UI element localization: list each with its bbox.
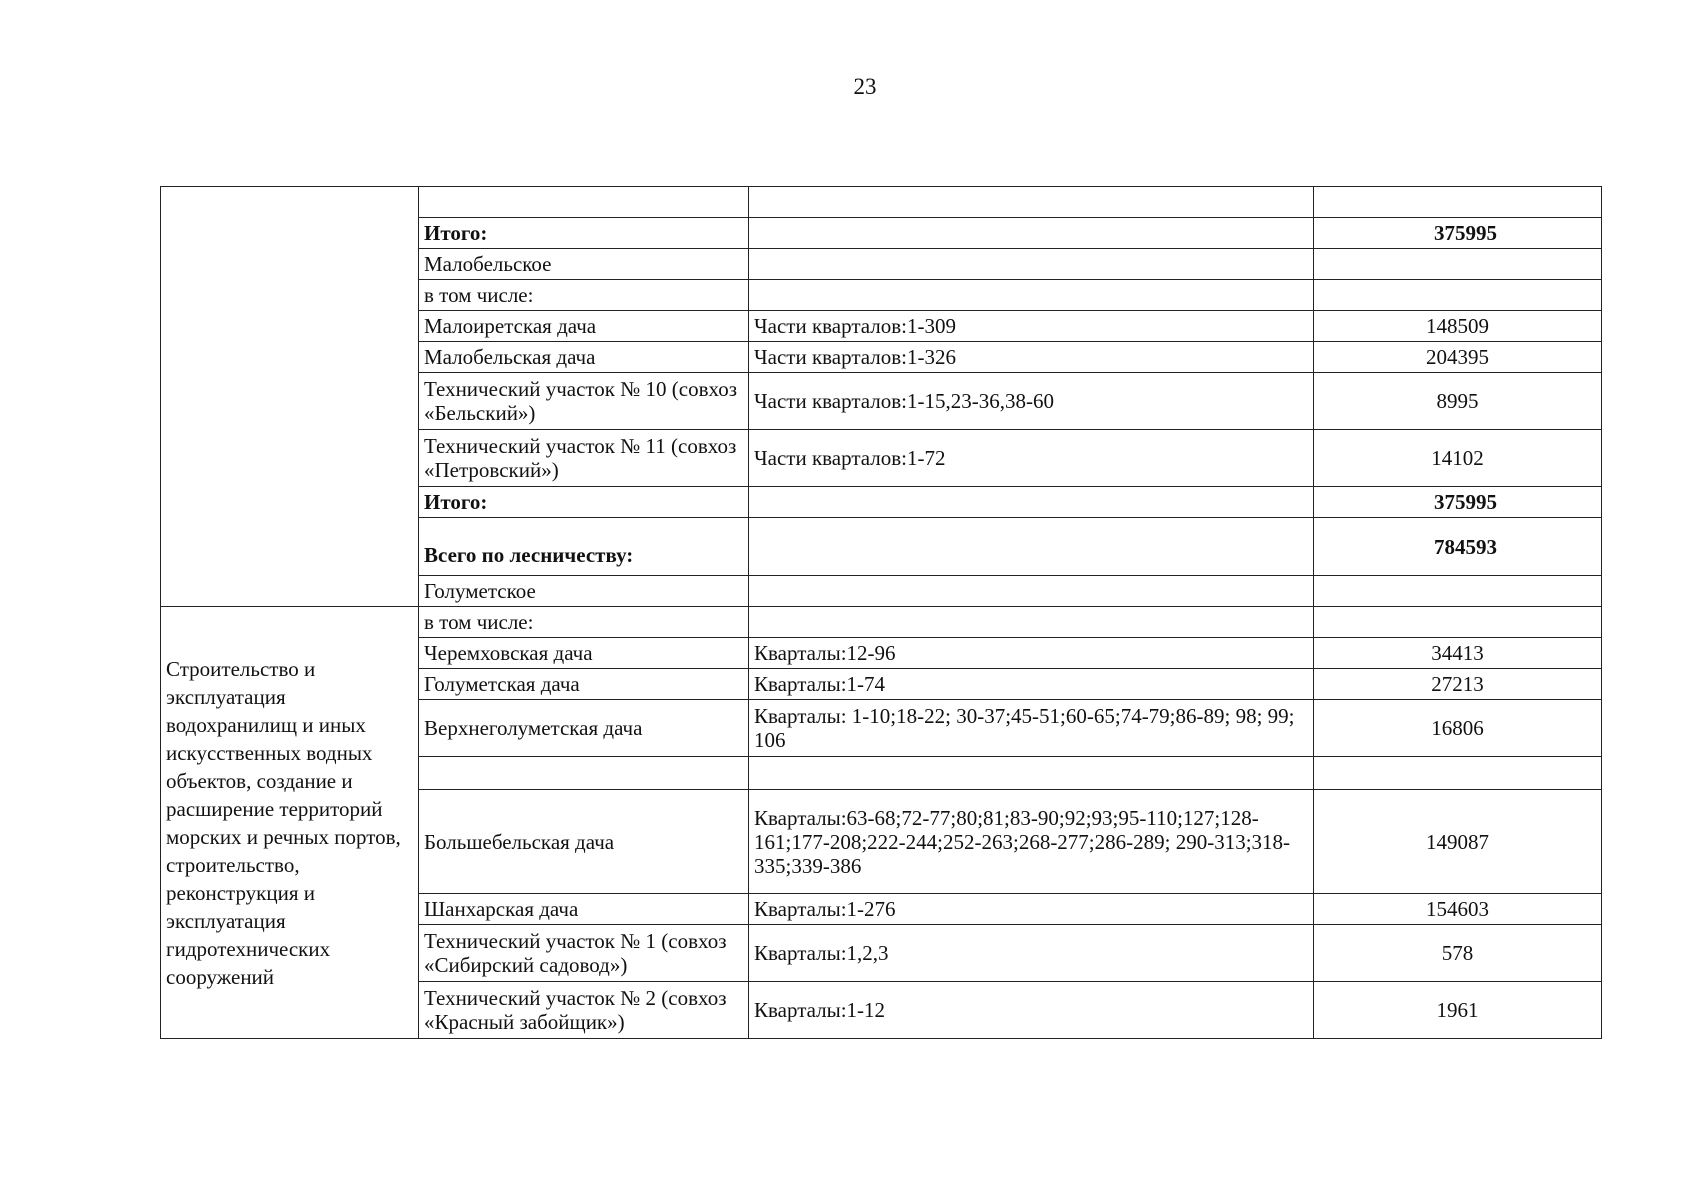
table-row xyxy=(161,607,1602,638)
area-cell: 375995 xyxy=(1314,487,1602,518)
area-cell: 34413 xyxy=(1314,638,1602,669)
name-cell xyxy=(419,187,749,218)
name-cell: Технический участок № 1 (совхоз «Сибирский садовод») xyxy=(419,925,749,982)
area-cell xyxy=(1314,249,1602,280)
name-cell xyxy=(419,757,749,790)
area-cell xyxy=(1314,576,1602,607)
area-cell: 1961 xyxy=(1314,982,1602,1039)
area-cell xyxy=(1314,607,1602,638)
parts-cell xyxy=(749,576,1314,607)
parts-cell xyxy=(749,518,1314,576)
area-cell: 8995 xyxy=(1314,373,1602,430)
area-cell: 14102 xyxy=(1314,430,1602,487)
area-cell: 148509 xyxy=(1314,311,1602,342)
parts-cell: Кварталы:1,2,3 xyxy=(749,925,1314,982)
parts-cell: Кварталы: 1-10;18-22; 30-37;45-51;60-65;74-79;86-89; 98; 99; 106 xyxy=(749,700,1314,757)
name-cell: Технический участок № 2 (совхоз «Красный забойщик») xyxy=(419,982,749,1039)
name-cell: Малобельское xyxy=(419,249,749,280)
parts-cell xyxy=(749,249,1314,280)
name-cell: Голуметская дача xyxy=(419,669,749,700)
parts-cell xyxy=(749,757,1314,790)
name-cell: Всего по лесничеству: xyxy=(419,518,749,576)
name-cell: Технический участок № 10 (совхоз «Бельский») xyxy=(419,373,749,430)
area-cell: 16806 xyxy=(1314,700,1602,757)
area-cell: 204395 xyxy=(1314,342,1602,373)
name-cell: Технический участок № 11 (совхоз «Петровский») xyxy=(419,430,749,487)
parts-cell: Части кварталов:1-72 xyxy=(749,430,1314,487)
name-cell: Итого: xyxy=(419,487,749,518)
table-row xyxy=(161,187,1602,218)
name-cell: Малоиретская дача xyxy=(419,311,749,342)
parts-cell: Кварталы:1-12 xyxy=(749,982,1314,1039)
parts-cell xyxy=(749,280,1314,311)
parts-cell xyxy=(749,187,1314,218)
page-number: 23 xyxy=(853,74,877,99)
parts-cell xyxy=(749,607,1314,638)
empty-purpose-cell xyxy=(161,187,419,607)
area-cell xyxy=(1314,280,1602,311)
parts-cell: Кварталы:1-276 xyxy=(749,894,1314,925)
parts-cell: Кварталы:1-74 xyxy=(749,669,1314,700)
parts-cell: Части кварталов:1-326 xyxy=(749,342,1314,373)
parts-cell: Кварталы:63-68;72-77;80;81;83-90;92;93;95-110;127;128-161;177-208;222-244;252-263;268-277;286-289; 290-313;318-335;339-386 xyxy=(749,790,1314,894)
area-cell: 154603 xyxy=(1314,894,1602,925)
area-cell xyxy=(1314,757,1602,790)
parts-cell xyxy=(749,218,1314,249)
name-cell: Верхнеголуметская дача xyxy=(419,700,749,757)
area-cell xyxy=(1314,187,1602,218)
name-cell: Голуметское xyxy=(419,576,749,607)
name-cell: Большебельская дача xyxy=(419,790,749,894)
parts-cell: Кварталы:12-96 xyxy=(749,638,1314,669)
name-cell: Итого: xyxy=(419,218,749,249)
parts-cell xyxy=(749,487,1314,518)
area-cell: 149087 xyxy=(1314,790,1602,894)
name-cell: в том числе: xyxy=(419,280,749,311)
forest-quarters-table xyxy=(160,186,1602,1039)
area-cell: 27213 xyxy=(1314,669,1602,700)
name-cell: Шанхарская дача xyxy=(419,894,749,925)
parts-cell: Части кварталов:1-15,23-36,38-60 xyxy=(749,373,1314,430)
name-cell: Малобельская дача xyxy=(419,342,749,373)
parts-cell: Части кварталов:1-309 xyxy=(749,311,1314,342)
area-cell: 375995 xyxy=(1314,218,1602,249)
area-cell: 784593 xyxy=(1314,518,1602,576)
area-cell: 578 xyxy=(1314,925,1602,982)
name-cell: в том числе: xyxy=(419,607,749,638)
name-cell: Черемховская дача xyxy=(419,638,749,669)
purpose-cell: Строительство и эксплуатация водохранилищ и иных искусственных водных объектов, создание и расширение территорий морских и речных портов, строительство, реконструкция и эксплуатация гидротехнических сооружений xyxy=(161,607,419,1039)
